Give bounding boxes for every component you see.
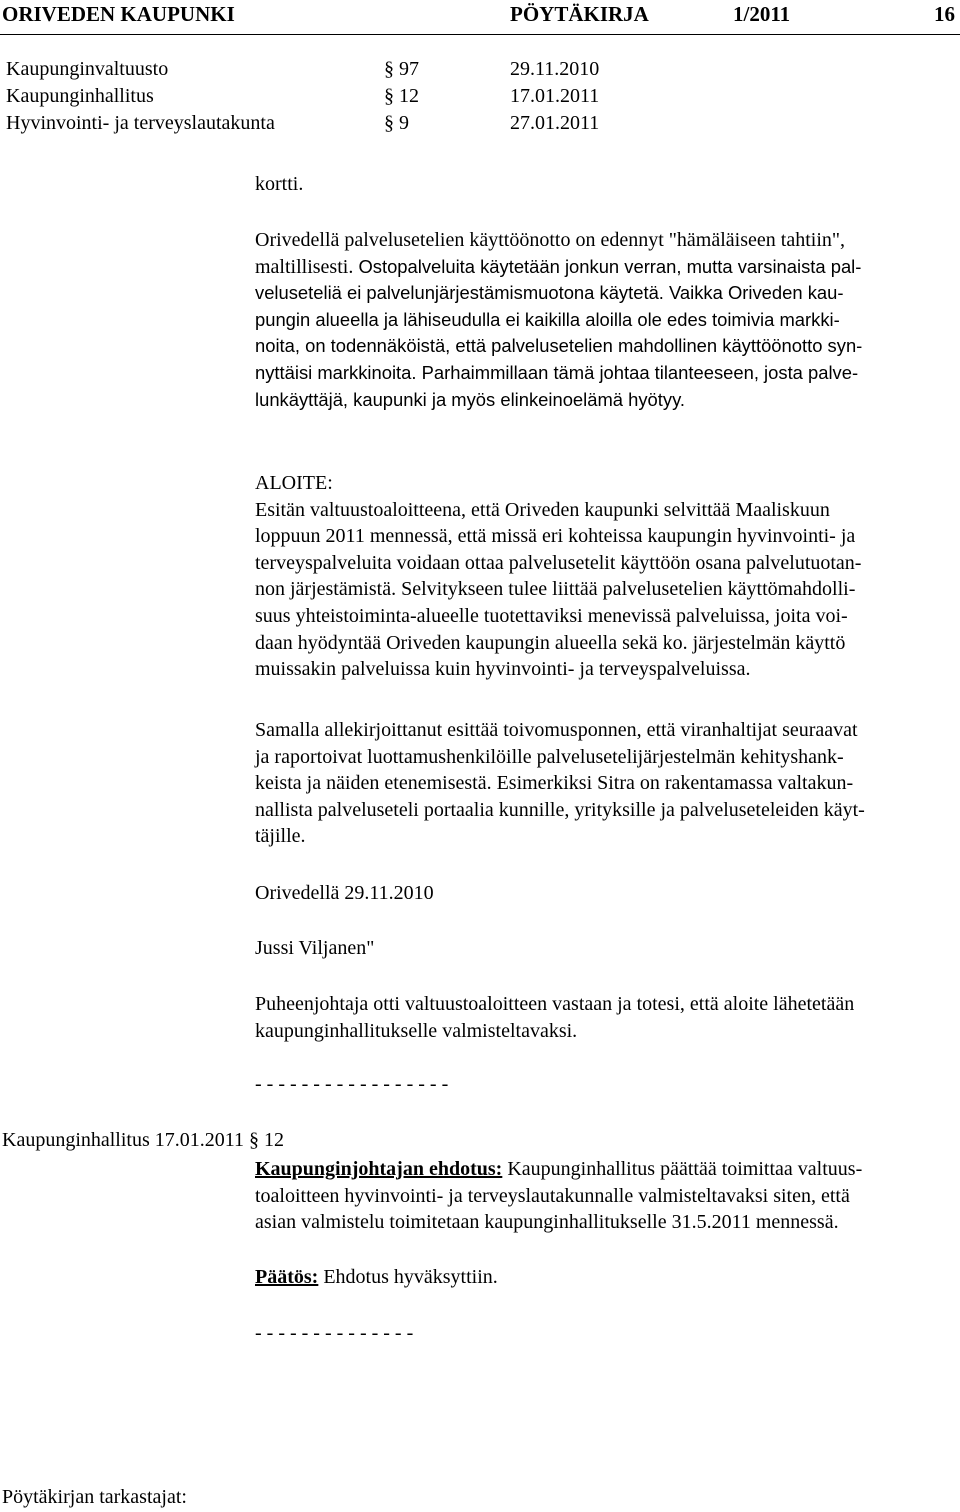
text-segment: Ostopalveluita käytetään jonkun verran, mutta varsinaista pal- bbox=[353, 255, 862, 277]
paragraph-ehdotus bbox=[255, 1156, 955, 1236]
text-line: kaupunginhallitukselle valmisteltavaksi. bbox=[255, 1019, 578, 1042]
footer-tarkastajat: Pöytäkirjan tarkastajat: bbox=[2, 1486, 187, 1508]
text-line: Puheenjohtaja otti valtuustoaloitteen vastaan ja totesi, että aloite lähetetään bbox=[255, 993, 855, 1015]
meta-section: § 97 bbox=[384, 58, 419, 80]
header-org: ORIVEDEN KAUPUNKI bbox=[2, 2, 235, 26]
paatos-line bbox=[255, 1266, 498, 1289]
text-line: ja raportoivat luottamushenkilöille palvelusetelijärjestelmän kehityshank- bbox=[255, 745, 844, 768]
text-line: pungin alueella ja lähiseudulla ei kaikilla aloilla ole edes toimivia markki- bbox=[255, 308, 840, 330]
paragraph-toivomusponsi bbox=[255, 717, 955, 850]
meta-body: Kaupunginhallitus bbox=[6, 85, 154, 107]
text-line: suus yhteistoiminta-alueelle tuotettaviksi menevissä palveluissa, joita voi- bbox=[255, 604, 848, 627]
paragraph-aloite bbox=[255, 470, 955, 683]
meta-section: § 9 bbox=[384, 112, 409, 134]
header-rule bbox=[0, 34, 960, 35]
meta-date: 17.01.2011 bbox=[510, 85, 600, 107]
meta-section: § 12 bbox=[384, 85, 419, 107]
text-line: toaloitteen hyvinvointi- ja terveyslautakunnalle valmisteltavaksi siten, että bbox=[255, 1184, 850, 1207]
section-heading-kaupunginhallitus: Kaupunginhallitus 17.01.2011 § 12 bbox=[2, 1129, 285, 1151]
text-line bbox=[255, 254, 955, 281]
text-line: täjille. bbox=[255, 825, 306, 848]
text-segment: Kaupunginhallitus päättää toimittaa valtuus- bbox=[502, 1158, 863, 1180]
text-line: non järjestämistä. Selvitykseen tulee liittää palvelusetelien käyttömahdolli- bbox=[255, 578, 856, 601]
text-line: muissakin palveluissa kuin hyvinvointi- ja terveyspalveluissa. bbox=[255, 658, 751, 681]
paatos-label: Päätös: bbox=[255, 1266, 319, 1288]
text-line: Esitän valtuustoaloitteena, että Oriveden kaupunki selvittää Maaliskuun bbox=[255, 498, 830, 521]
text-line bbox=[255, 1156, 955, 1183]
header-doc-no: 1/2011 bbox=[733, 2, 791, 26]
aloite-heading: ALOITE: bbox=[255, 472, 333, 494]
text-line: keista ja näiden etenemisestä. Esimerkiksi Sitra on rakentamassa valtakun- bbox=[255, 772, 854, 795]
meta-date: 29.11.2010 bbox=[510, 58, 600, 80]
separator-dashes: - - - - - - - - - - - - - - bbox=[255, 1322, 414, 1344]
text-line: Orivedellä palvelusetelien käyttöönotto on edennyt "hämäläiseen tahtiin", bbox=[255, 229, 846, 251]
text-line: loppuun 2011 mennessä, että missä eri kohteissa kaupungin hyvinvointi- ja bbox=[255, 525, 856, 548]
text-line: lunkäyttäjä, kaupunki ja myös elinkeinoelämä hyötyy. bbox=[255, 388, 686, 410]
header-doc-type: PÖYTÄKIRJA bbox=[510, 2, 649, 26]
ehdotus-label: Kaupunginjohtajan ehdotus: bbox=[255, 1158, 503, 1180]
text-line: daan hyödyntää Oriveden kaupungin alueella sekä ko. järjestelmän käyttö bbox=[255, 631, 846, 654]
text-line: veluseteliä ei palvelunjärjestämismuotona käytetä. Vaikka Oriveden kau- bbox=[255, 282, 844, 304]
text-line: nyttäisi markkinoita. Parhaimmillaan tämä johtaa tilanteeseen, josta palve- bbox=[255, 361, 859, 383]
paatos-text: Ehdotus hyväksyttiin. bbox=[318, 1266, 498, 1288]
text-line: asian valmistelu toimitetaan kaupunginhallitukselle 31.5.2011 mennessä. bbox=[255, 1211, 839, 1234]
text-segment: maltillisesti. bbox=[255, 255, 354, 278]
paragraph-continuation bbox=[255, 171, 955, 198]
paragraph-palvelusetelit bbox=[255, 227, 955, 413]
paragraph-puheenjohtaja bbox=[255, 991, 955, 1044]
meta-body: Kaupunginvaltuusto bbox=[6, 58, 169, 80]
meta-body: Hyvinvointi- ja terveyslautakunta bbox=[6, 112, 275, 134]
signer-name: Jussi Viljanen" bbox=[255, 937, 375, 959]
header-page-number: 16 bbox=[934, 2, 955, 26]
text-line: kortti. bbox=[255, 173, 304, 195]
text-line: noita, on todennäköistä, että palvelusetelien mahdollinen käyttöönotto syn- bbox=[255, 335, 863, 357]
text-line: nallista palveluseteli portaalia kunnille, yrityksille ja palveluseteleiden käyt- bbox=[255, 798, 865, 821]
meta-date: 27.01.2011 bbox=[510, 112, 600, 134]
place-date: Orivedellä 29.11.2010 bbox=[255, 882, 434, 904]
text-line: Samalla allekirjoittanut esittää toivomusponnen, että viranhaltijat seuraavat bbox=[255, 719, 858, 741]
separator-dashes: - - - - - - - - - - - - - - - - - bbox=[255, 1073, 449, 1095]
text-line: terveyspalveluita voidaan ottaa palvelusetelit käyttöön osana palvelutuotan- bbox=[255, 551, 862, 574]
